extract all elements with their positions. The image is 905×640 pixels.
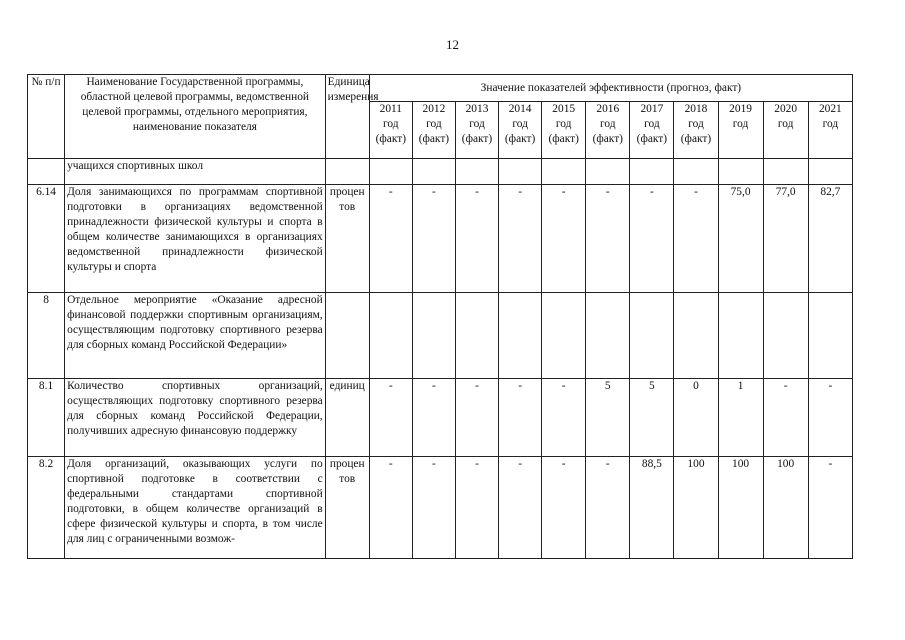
header-num: № п/п — [28, 75, 65, 159]
value-cell-2018: 100 — [674, 457, 718, 559]
value-cell-2015 — [542, 293, 586, 379]
value-cell-2017 — [630, 159, 674, 185]
value-cell-2021 — [808, 159, 852, 185]
value-cell-2017 — [630, 293, 674, 379]
value-cell-2012 — [412, 159, 455, 185]
header-year-year: 2013 — [465, 103, 489, 115]
header-year-2012 — [412, 102, 455, 159]
value-cell-2016: - — [586, 185, 630, 293]
value-cell-2020: 100 — [763, 457, 808, 559]
header-year-2013 — [455, 102, 498, 159]
row-number: 6.14 — [28, 185, 65, 293]
value-cell-2015: - — [542, 185, 586, 293]
header-year-l2: год — [512, 118, 528, 130]
value-cell-2021: - — [808, 379, 852, 457]
value-cell-2012 — [412, 293, 455, 379]
header-year-l2: год — [822, 118, 839, 130]
header-year-l2: год — [426, 118, 442, 130]
value-cell-2015: - — [542, 379, 586, 457]
value-cell-2020: 77,0 — [763, 185, 808, 293]
value-cell-2020 — [763, 159, 808, 185]
header-year-l3: (факт) — [548, 133, 579, 145]
value-cell-2014: - — [499, 379, 542, 457]
header-year-2011 — [369, 102, 412, 159]
value-cell-2019: 75,0 — [718, 185, 763, 293]
row-unit — [325, 293, 369, 379]
header-year-l3: (факт) — [375, 133, 406, 145]
value-cell-2013: - — [455, 457, 498, 559]
value-cell-2017: - — [630, 185, 674, 293]
header-year-l3: (факт) — [680, 133, 712, 145]
header-year-year: 2017 — [640, 103, 664, 115]
row-number — [28, 159, 65, 185]
row-unit: процентов — [325, 457, 369, 559]
header-year-2020 — [763, 102, 808, 159]
value-cell-2013 — [455, 159, 498, 185]
value-cell-2019: 1 — [718, 379, 763, 457]
value-cell-2016 — [586, 159, 630, 185]
value-cell-2011: - — [369, 379, 412, 457]
value-cell-2011 — [369, 293, 412, 379]
row-unit — [325, 159, 369, 185]
header-year-l2: год — [600, 118, 616, 130]
table-row — [28, 457, 853, 559]
header-year-l3: (факт) — [418, 133, 450, 145]
header-year-year: 2018 — [684, 103, 708, 115]
header-year-l2: год — [555, 118, 572, 130]
header-year-year: 2016 — [596, 103, 620, 115]
row-name: Количество спортивных организаций, осуществляющих подготовку спортивного резерва для сборных команд Российской Федерации, получивших адресную финансовую поддержку — [65, 379, 326, 457]
table-row — [28, 379, 853, 457]
value-cell-2012: - — [412, 457, 455, 559]
value-cell-2014 — [499, 293, 542, 379]
header-year-year: 2020 — [774, 103, 798, 115]
value-cell-2020: - — [763, 379, 808, 457]
header-year-year: 2012 — [422, 103, 446, 115]
value-cell-2018 — [674, 159, 718, 185]
header-year-l2: год — [644, 118, 660, 130]
header-year-2017 — [630, 102, 674, 159]
value-cell-2020 — [763, 293, 808, 379]
value-cell-2016: 5 — [586, 379, 630, 457]
row-number: 8 — [28, 293, 65, 379]
value-cell-2014: - — [499, 457, 542, 559]
value-cell-2017: 88,5 — [630, 457, 674, 559]
header-year-year: 2019 — [729, 103, 752, 115]
value-cell-2017: 5 — [630, 379, 674, 457]
header-year-2018 — [674, 102, 718, 159]
value-cell-2012: - — [412, 185, 455, 293]
header-year-2019 — [718, 102, 763, 159]
table-row — [28, 185, 853, 293]
header-year-l3: (факт) — [592, 133, 623, 145]
table-row — [28, 159, 853, 185]
page-number: 12 — [446, 37, 459, 52]
value-cell-2011: - — [369, 457, 412, 559]
row-name: Доля организаций, оказывающих услуги по спортивной подготовке в соответствии с федеральными стандартами спортивной подготовки, в общем количестве организаций в сфере физической культуры и спорта, в том числе для лиц с ограниченными возмож- — [65, 457, 326, 559]
value-cell-2011 — [369, 159, 412, 185]
header-year-2021 — [808, 102, 852, 159]
value-cell-2011: - — [369, 185, 412, 293]
header-year-year: 2014 — [508, 103, 532, 115]
value-cell-2015 — [542, 159, 586, 185]
header-year-l2: год — [383, 118, 399, 130]
row-number: 8.1 — [28, 379, 65, 457]
indicators-table — [27, 74, 853, 559]
value-cell-2019 — [718, 293, 763, 379]
header-year-l2: год — [469, 118, 485, 130]
header-values: Значение показателей эффективности (прогноз, факт) — [369, 75, 852, 102]
value-cell-2015: - — [542, 457, 586, 559]
header-year-year: 2011 — [379, 103, 402, 115]
value-cell-2018: 0 — [674, 379, 718, 457]
header-year-year: 2021 — [818, 103, 842, 115]
row-number: 8.2 — [28, 457, 65, 559]
header-year-2015 — [542, 102, 586, 159]
value-cell-2019 — [718, 159, 763, 185]
value-cell-2018: - — [674, 185, 718, 293]
value-cell-2014 — [499, 159, 542, 185]
header-name: Наименование Государственной программы, областной целевой программы, ведомственной целевой программы, отдельного мероприятия, наименование показателя — [65, 75, 326, 159]
value-cell-2021 — [808, 293, 852, 379]
header-year-l3: (факт) — [636, 133, 668, 145]
value-cell-2021: 82,7 — [808, 185, 852, 293]
header-year-2014 — [499, 102, 542, 159]
value-cell-2013 — [455, 293, 498, 379]
value-cell-2021: - — [808, 457, 852, 559]
header-year-l2: год — [732, 118, 749, 130]
row-unit: процентов — [325, 185, 369, 293]
row-name: Доля занимающихся по программам спортивной подготовки в организациях ведомственной принадлежности физической культуры и спорта в общем количестве занимающихся в организациях ведомственной принадлежности физической культуры и спорта — [65, 185, 326, 293]
header-unit: Единица измерения — [325, 75, 369, 159]
header-year-l3: (факт) — [504, 133, 536, 145]
value-cell-2013: - — [455, 379, 498, 457]
row-name: Отдельное мероприятие «Оказание адресной финансовой поддержки спортивным организациям, осуществляющим подготовку спортивного резерва для сборных команд Российской Федерации» — [65, 293, 326, 379]
value-cell-2018 — [674, 293, 718, 379]
table-row — [28, 293, 853, 379]
value-cell-2016: - — [586, 457, 630, 559]
row-unit: единиц — [325, 379, 369, 457]
header-year-year: 2015 — [552, 103, 576, 115]
value-cell-2012: - — [412, 379, 455, 457]
value-cell-2014: - — [499, 185, 542, 293]
value-cell-2016 — [586, 293, 630, 379]
header-year-2016 — [586, 102, 630, 159]
value-cell-2019: 100 — [718, 457, 763, 559]
header-year-l2: год — [688, 118, 704, 130]
row-name: учащихся спортивных школ — [65, 159, 326, 185]
header-year-l2: год — [777, 118, 794, 130]
header-year-l3: (факт) — [461, 133, 493, 145]
value-cell-2013: - — [455, 185, 498, 293]
